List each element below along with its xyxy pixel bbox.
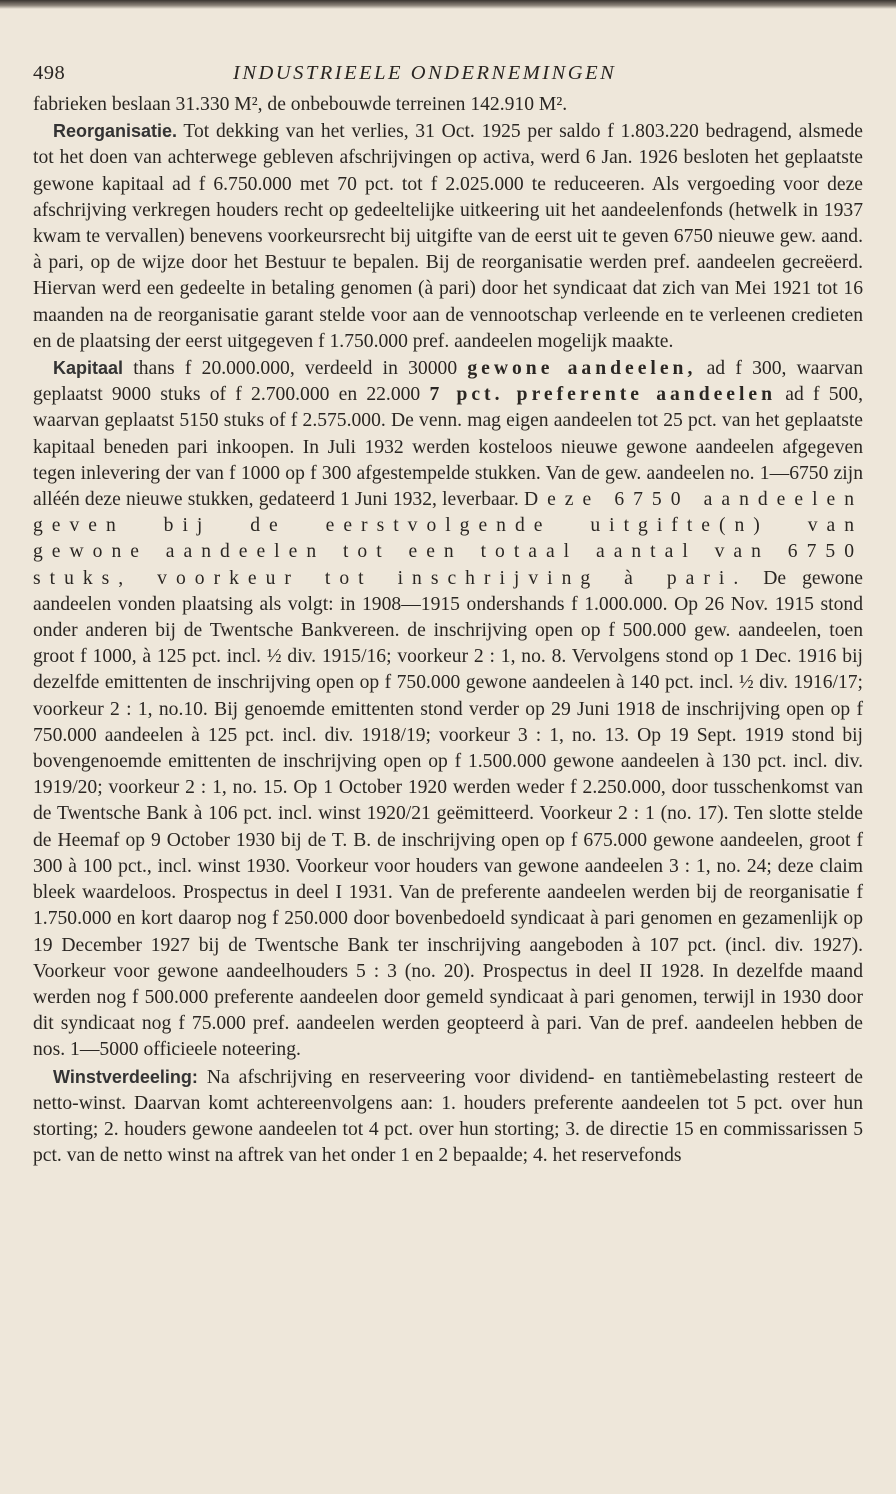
section-heading: Winstverdeeling: [53,1066,198,1087]
paragraph-terrain [33,92,863,118]
spaced-emphasis: 7 pct. preferente aandeelen [429,384,777,406]
paragraph-text: fabrieken beslaan 31.330 M², de onbebouwde terreinen 142.910 M². [33,94,568,115]
page-header [33,58,863,92]
spaced-emphasis: gewone aandeelen, [467,358,697,380]
paragraph-text: ad f 500, waarvan geplaatst 5150 stuks of f 2.575.000. De venn. mag eigen aandeelen tot 25 pct. van het geplaatste kapitaal beneden pari inkoopen. In Juli 1932 werden kosteloos nieuwe gewone aandeelen afgegeven tegen inlevering der van f 1000 op f 300 afgestempelde stukken. Van de gew. aandeelen no. 1—6750 zijn alléén deze nieuwe stukken, gedateerd 1 Juni 1932, leverbaar. [33,384,863,511]
paragraph-kapitaal [33,355,863,1063]
body-text [33,92,863,1169]
paragraph-text: Na afschrijving en reserveering voor dividend- en tantièmebelasting resteert de netto-winst. Daarvan komt achtereenvolgens aan: 1. houders preferente aandeelen tot 5 pct. over hun storting; 2. houders gewone aandeelen tot 4 pct. over hun storting; 3. de directie 15 en commissarissen 5 pct. van de netto winst na aftrek van het onder 1 en 2 bepaalde; 4. het reservefonds [33,1066,863,1167]
section-heading: Kapitaal [53,358,124,379]
paragraph-winstverdeeling [33,1064,863,1170]
paragraph-text: Tot dekking van het verlies, 31 Oct. 1925 per saldo f 1.803.220 bedragend, alsmede tot het doen van achterwege gebleven afschrijvingen op activa, werd 6 Jan. 1926 besloten het geplaatste gewone kapitaal ad f 6.750.000 met 70 pct. tot f 2.025.000 te reduceeren. Als vergoeding voor deze afschrijving verkregen houders recht op gedeeltelijke uitkeering uit het aandeelenfonds (hetwelk in 1937 kwam te vervallen) benevens voorkeursrecht bij uitgifte van de eerst uit te geven 6750 nieuwe gew. aand. à pari, op de wijze door het Bestuur te bepalen. Bij de reorganisatie werden pref. aandeelen gecreëerd. Hiervan werd een gedeelte in betaling genomen (à pari) door het syndicaat dat zich van Mei 1921 tot 16 maanden na de reorganisatie garant stelde voor aan de vennootschap verleende en te verleenen credieten en de plaatsing der eerst uitgegeven f 1.750.000 pref. aandeelen mogelijk maakte. [33,121,863,352]
paragraph-reorganisatie [33,118,863,355]
scan-edge [0,0,896,9]
paragraph-text: De gewone aandeelen vonden plaatsing als volgt: in 1908—1915 ondershands f 1.000.000. Op 26 Nov. 1915 stond onder anderen bij de Twentsche Bankvereen. de inschrijving open op f 500.000 gew. aandeelen, toen groot f 1000, à 125 pct. incl. ½ div. 1915/16; voorkeur 2 : 1, no. 8. Vervolgens stond op 1 Dec. 1916 bij dezelfde emittenten de inschrijving open op f 750.000 gewone aandeelen à 140 pct. incl. ½ div. 1916/17; voorkeur 2 : 1, no.10. Bij genoemde emittenten stond verder op 29 Juni 1918 de inschrijving open op f 750.000 aandeelen à 125 pct. incl. div. 1918/19; voorkeur 3 : 1, no. 13. Op 19 Sept. 1919 stond bij bovengenoemde emittenten de inschrijving open op f 1.500.000 gewone aandeelen à 130 pct. incl. div. 1919/20; voorkeur 2 : 1, no. 15. Op 1 October 1920 werden weder f 2.250.000, door tusschenkomst van de Twentsche Bank à 106 pct. incl. winst 1920/21 geëmitteerd. Voorkeur 2 : 1 (no. 17). Ten slotte stelde de Heemaf op 9 October 1930 bij de T. B. de inschrijving open op f 675.000 gewone aandeelen, groot f 300 à 100 pct., incl. winst 1930. Voorkeur voor houders van gewone aandeelen 3 : 1, no. 24; deze claim bleek waardeloos. Prospectus in deel I 1931. Van de preferente aandeelen werden bij de reorganisatie f 1.750.000 en kort daarop nog f 250.000 door bovenbedoeld syndicaat à pari genomen en gezamenlijk op 19 December 1927 bij de Twentsche Bank ter inschrijving aangeboden à 107 pct. (incl. div. 1927). Voorkeur voor gewone aandeelhouders 5 : 3 (no. 20). Prospectus in deel II 1928. In dezelfde maand werden nog f 500.000 preferente aandeelen door gemeld syndicaat à pari genomen, terwijl in 1930 door dit syndicaat nog f 75.000 pref. aandeelen werden geopteerd à pari. Van de pref. aandeelen hebben de nos. 1—5000 officieele noteering. [33,567,863,1061]
paragraph-text: thans f 20.000.000, verdeeld in 30000 [123,358,468,380]
page-number: 498 [33,62,66,84]
paragraph-text: ad f 300, waarvan geplaatst 9000 stuks of f 2.700.000 en 22.000 [33,358,863,406]
spaced-emphasis: Deze 6750 aandeelen geven bij de eerstvolgende uitgifte(n) van gewone aandeelen tot een totaal aantal van 6750 stuks, voorkeur tot inschrijving à pari. [33,489,864,589]
section-heading: Reorganisatie. [53,121,178,142]
running-title: INDUSTRIEELE ONDERNEMINGEN [233,62,617,84]
page [33,58,863,1169]
